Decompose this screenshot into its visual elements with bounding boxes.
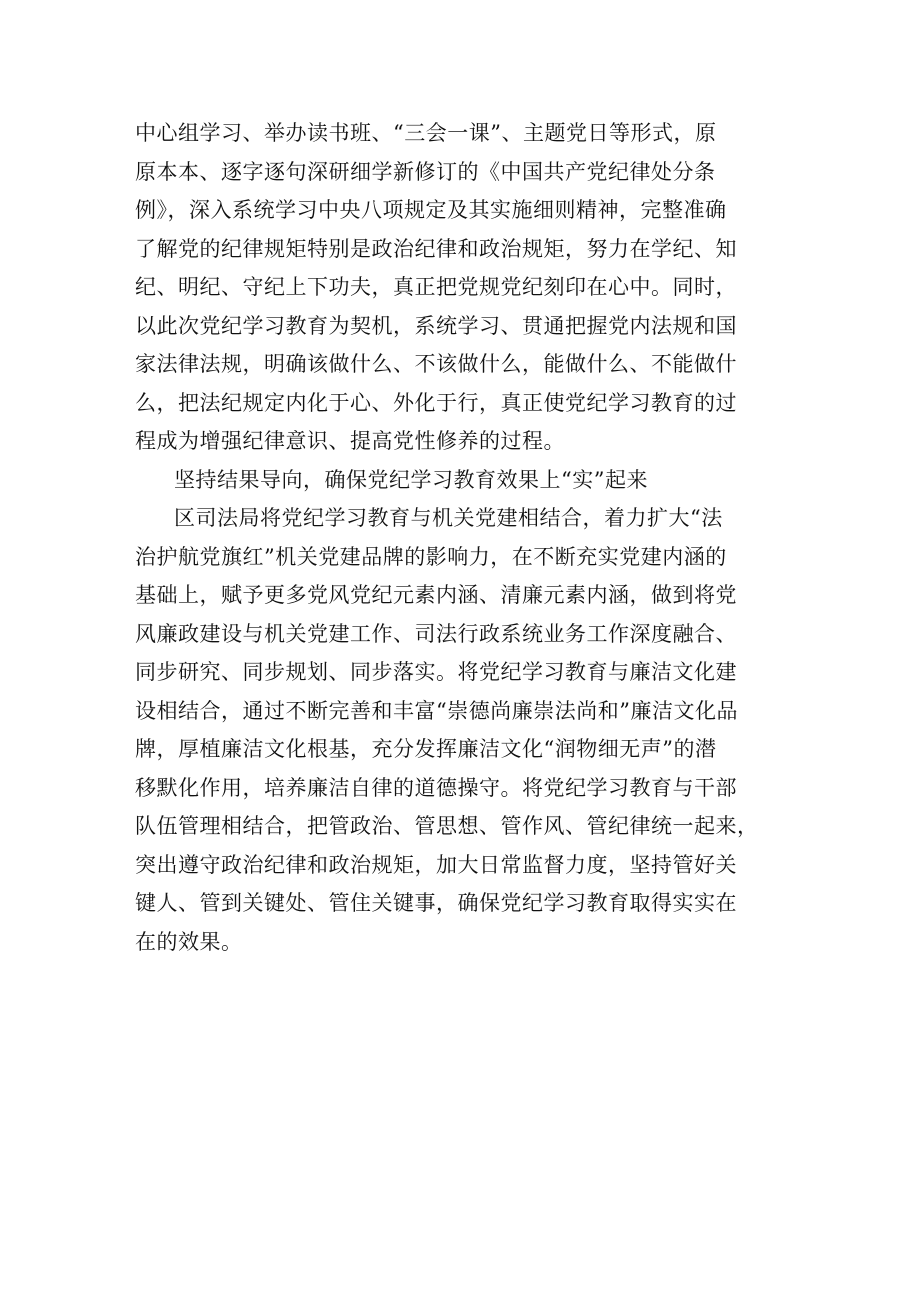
paragraph-line: 移默化作用，培养廉洁自律的道德操守。将党纪学习教育与干部 bbox=[135, 775, 737, 800]
paragraph-line: 突出遵守政治纪律和政治规矩，加大日常监督力度，坚持管好关 bbox=[135, 852, 737, 877]
paragraph-line: 原本本、逐字逐句深研细学新修订的《中国共产党纪律处分条 bbox=[135, 159, 716, 184]
document-body bbox=[135, 114, 785, 961]
paragraph-line: 么，把法纪规定内化于心、外化于行，真正使党纪学习教育的过 bbox=[135, 390, 737, 415]
paragraph-line: 队伍管理相结合，把管政治、管思想、管作风、管纪律统一起来， bbox=[135, 814, 759, 838]
paragraph-line: 键人、管到关键处、管住关键事，确保党纪学习教育取得实实在 bbox=[135, 891, 737, 915]
paragraph-first-line: 区司法局将党纪学习教育与机关党建相结合，着力扩大“法 bbox=[174, 506, 723, 530]
paragraph-line: 牌，厚植廉洁文化根基，充分发挥廉洁文化“润物细无声”的潜 bbox=[135, 737, 717, 761]
paragraph-line: 基础上，赋予更多党风党纪元素内涵、清廉元素内涵，做到将党 bbox=[135, 583, 737, 607]
paragraph-line: 了解党的纪律规矩特别是政治纪律和政治规矩，努力在学纪、知 bbox=[135, 236, 737, 261]
paragraph-line: 纪、明纪、守纪上下功夫，真正把党规党纪刻印在心中。同时， bbox=[135, 275, 737, 299]
paragraph-line: 治护航党旗红”机关党建品牌的影响力，在不断充实党建内涵的 bbox=[135, 544, 727, 569]
paragraph-line: 风廉政建设与机关党建工作、司法行政系统业务工作深度融合、 bbox=[135, 621, 737, 646]
paragraph-line: 同步研究、同步规划、同步落实。将党纪学习教育与廉洁文化建 bbox=[135, 660, 737, 684]
paragraph-line: 设相结合，通过不断完善和丰富“崇德尚廉崇法尚和”廉洁文化品 bbox=[135, 698, 738, 723]
paragraph-line: 家法律法规，明确该做什么、不该做什么，能做什么、不能做什 bbox=[135, 352, 737, 376]
section-heading: 坚持结果导向，确保党纪学习教育效果上“实”起来 bbox=[174, 467, 648, 492]
paragraph-line: 在的效果。 bbox=[135, 929, 243, 954]
paragraph-line: 例》，深入系统学习中央八项规定及其实施细则精神，完整准确 bbox=[135, 198, 727, 222]
paragraph-line: 程成为增强纪律意识、提高党性修养的过程。 bbox=[135, 429, 565, 453]
paragraph-line: 以此次党纪学习教育为契机，系统学习、贯通把握党内法规和国 bbox=[135, 313, 737, 338]
paragraph-line: 中心组学习、举办读书班、“三会一课”、主题党日等形式，原 bbox=[135, 121, 717, 145]
